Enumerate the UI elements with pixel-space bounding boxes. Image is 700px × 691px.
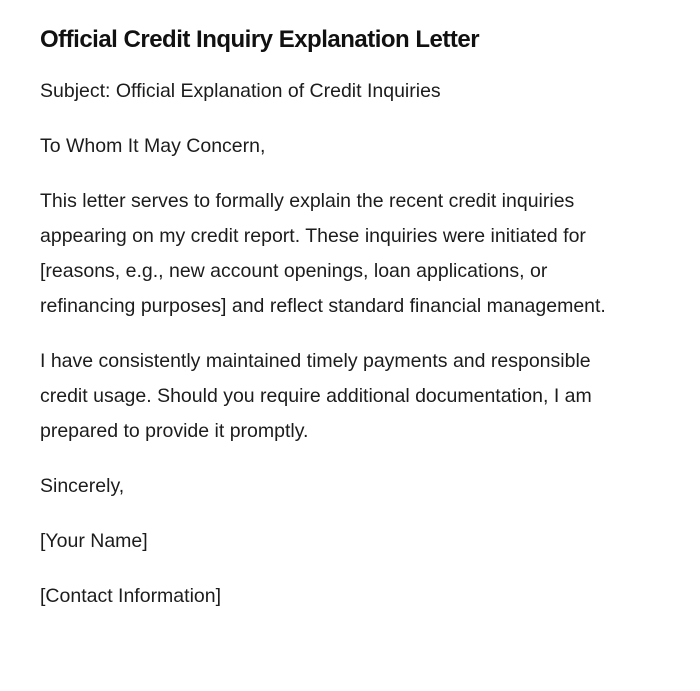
letter-paragraph-1: This letter serves to formally explain the recent credit inquiries appearing on my credit report. These inquiries were initiated for [reasons, e.g., new account openings, loan applications, or refinancing purposes] and reflect standard financial management. xyxy=(40,190,606,317)
letter-paragraph-2: I have consistently maintained timely payments and responsible credit usage. Should you require additional documentation, I am prepared to provide it promptly. xyxy=(40,350,592,442)
letter-name-placeholder: [Your Name] xyxy=(40,530,148,552)
letter-salutation: To Whom It May Concern, xyxy=(40,135,266,157)
letter-title: Official Credit Inquiry Explanation Letter xyxy=(40,26,480,53)
letter-subject: Subject: Official Explanation of Credit Inquiries xyxy=(40,80,441,102)
letter-document xyxy=(40,22,640,634)
letter-contact-placeholder: [Contact Information] xyxy=(40,585,222,607)
letter-closing: Sincerely, xyxy=(40,475,125,497)
